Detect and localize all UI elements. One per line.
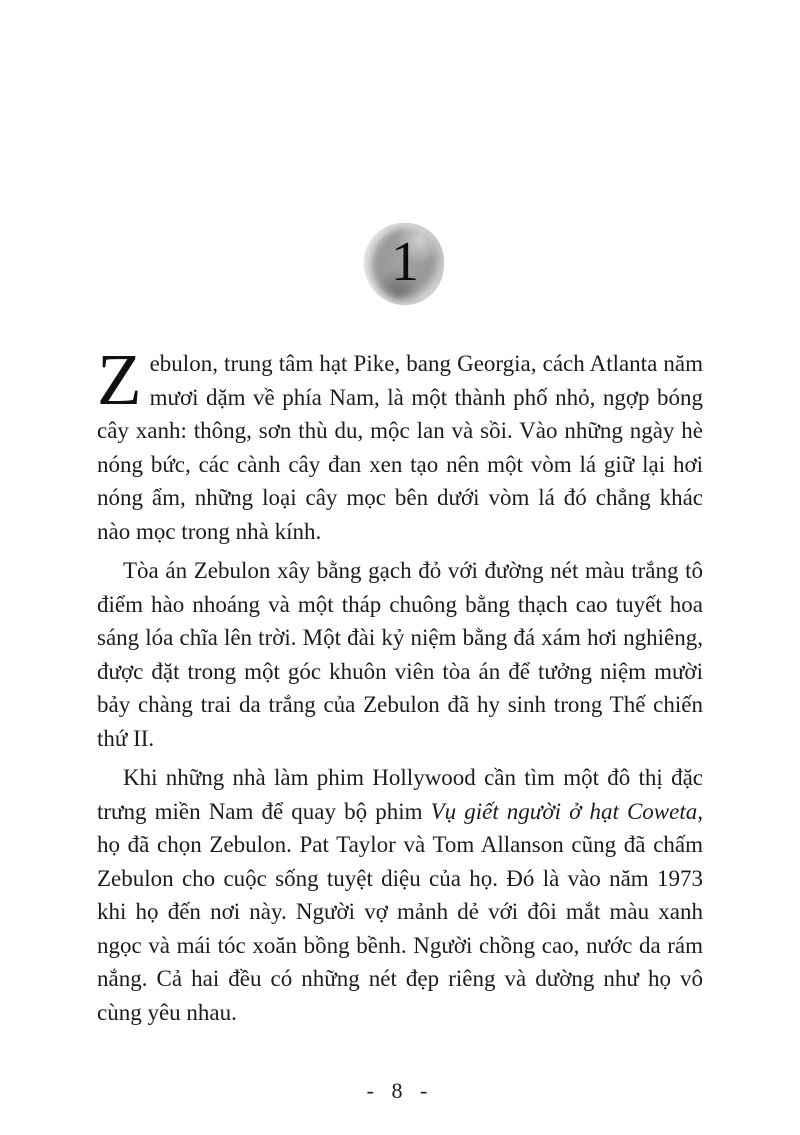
paragraph-1 bbox=[97, 339, 703, 548]
dropcap-letter: Z bbox=[97, 339, 142, 420]
paragraph-3 bbox=[97, 761, 703, 1029]
chapter-ornament-circle bbox=[364, 223, 444, 305]
page-number: - 8 - bbox=[366, 1078, 434, 1103]
book-title-italic: Vụ giết người ở hạt Coweta, bbox=[430, 798, 703, 824]
paragraph-3-run-1: Khi những nhà làm phim Hollywood cần tìm một đô thị đặc trưng miền Nam để quay bộ phim bbox=[97, 765, 703, 824]
chapter-number: 1 bbox=[391, 231, 419, 293]
page-body bbox=[97, 339, 703, 1029]
paragraph-2: Tòa án Zebulon xây bằng gạch đỏ với đường nét màu trắng tô điểm hào nhoáng và một tháp chuông bằng thạch cao tuyết hoa sáng lóa chĩa lên trời. Một đài kỷ niệm bằng đá xám hơi nghiêng, được đặt trong một góc khuôn viên tòa án để tưởng niệm mười bảy chàng trai da trắng của Zebulon đã hy sinh trong Thế chiến thứ II. bbox=[97, 558, 703, 751]
paragraph-3-run-3: họ đã chọn Zebulon. Pat Taylor và Tom Allanson cũng đã chấm Zebulon cho cuộc sống tuyệt diệu của họ. Đó là vào năm 1973 khi họ đến nơi này. Người vợ mảnh dẻ với đôi mắt màu xanh ngọc và mái tóc xoăn bồng bềnh. Người chồng cao, nước da rám nắng. Cả hai đều có những nét đẹp riêng và dường như họ vô cùng yêu nhau. bbox=[97, 832, 703, 1025]
paragraph-1-text: ebulon, trung tâm hạt Pike, bang Georgia, cách Atlanta năm mươi dặm về phía Nam, là một thành phố nhỏ, ngợp bóng cây xanh: thông, sơn thù du, mộc lan và sồi. Vào những ngày hè nóng bức, các cành cây đan xen tạo nên một vòm lá giữ lại hơi nóng ẩm, những loại cây mọc bên dưới vòm lá đó chẳng khác nào mọc trong nhà kính. bbox=[97, 351, 703, 544]
